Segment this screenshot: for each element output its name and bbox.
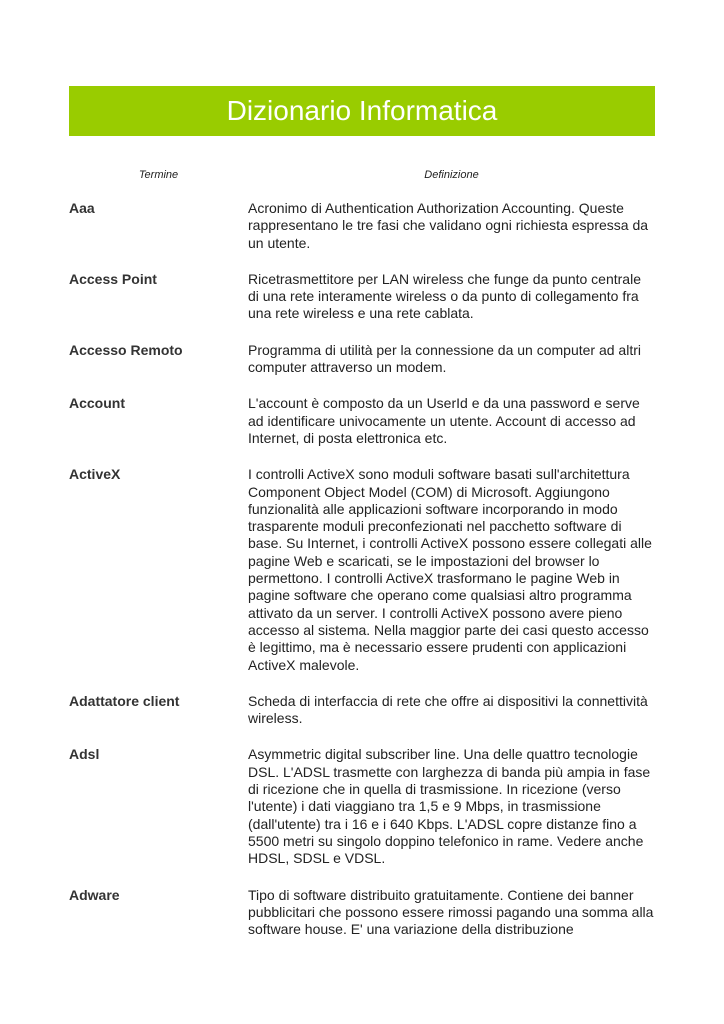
glossary-entry: [69, 887, 655, 939]
entry-definition: Scheda di interfaccia di rete che offre ai dispositivi la connettività wireless.: [248, 692, 648, 727]
entry-term: ActiveX: [69, 466, 121, 483]
entry-definition: I controlli ActiveX sono moduli software basati sull'architettura Component Object Model (COM) di Microsoft. Aggiungono funzionalità alle applicazioni software incorporando in modo trasparente moduli preconfezionati nel pacchetto software di base. Su Internet, i controlli ActiveX possono essere collegati alle pagine Web e scaricati, se le impostazioni del browser lo permettono. I controlli ActiveX trasformano le pagine Web in pagine software che operano come qualsiasi altro programma attivato da un server. I controlli ActiveX possono avere pieno accesso al sistema. Nella maggior parte dei casi questo accesso è legittimo, ma è necessario essere prudenti con applicazioni ActiveX malevole.: [248, 466, 652, 673]
entry-term: Adware: [69, 886, 120, 903]
entry-term: Access Point: [69, 270, 157, 287]
glossary-entry: [69, 271, 655, 323]
glossary-list: [69, 200, 655, 957]
glossary-entry: [69, 395, 655, 447]
entry-definition: Asymmetric digital subscriber line. Una delle quattro tecnologie DSL. L'ADSL trasmette con larghezza di banda più ampia in fase di ricezione che in quella di trasmissione. In ricezione (verso l'utente) i dati viaggiano tra 1,5 e 9 Mbps, in trasmissione (dall'utente) tra i 16 e i 640 Kbps. L'ADSL copre distanze fino a 5500 metri su singolo doppino telefonico in rame. Vedere anche HDSL, SDSL e VDSL.: [248, 746, 651, 867]
entry-definition: L'account è composto da un UserId e da una password e serve ad identificare univocamente un utente. Account di accesso ad Internet, di posta elettronica etc.: [248, 395, 640, 446]
glossary-entry: [69, 342, 655, 377]
title-banner: [69, 86, 655, 136]
term-column-header: Termine: [138, 169, 179, 181]
glossary-entry: [69, 200, 655, 252]
page-title: Dizionario Informatica: [226, 95, 498, 126]
entry-term: Account: [69, 395, 125, 412]
entry-definition: Programma di utilità per la connessione da un computer ad altri computer attraverso un modem.: [248, 341, 641, 376]
glossary-entry: [69, 746, 655, 867]
definition-column-header: Definizione: [424, 169, 479, 181]
entry-definition: Tipo di software distribuito gratuitamente. Contiene dei banner pubblicitari che possono essere rimossi pagando una somma alla software house. E' una variazione della distribuzione: [248, 886, 654, 938]
entry-definition: Ricetrasmettitore per LAN wireless che funge da punto centrale di una rete interamente wireless o da punto di collegamento fra una rete wireless e una rete cablata.: [248, 270, 641, 322]
entry-definition: Acronimo di Authentication Authorization Accounting. Queste rappresentano le tre fasi che validano ogni richiesta espressa da un utente.: [248, 200, 649, 251]
entry-term: Aaa: [69, 200, 95, 216]
glossary-entry: [69, 693, 655, 728]
entry-term: Accesso Remoto: [69, 341, 183, 358]
column-headers: [0, 169, 724, 185]
glossary-entry: [69, 466, 655, 674]
entry-term: Adattatore client: [69, 692, 180, 709]
entry-term: Adsl: [69, 746, 100, 763]
